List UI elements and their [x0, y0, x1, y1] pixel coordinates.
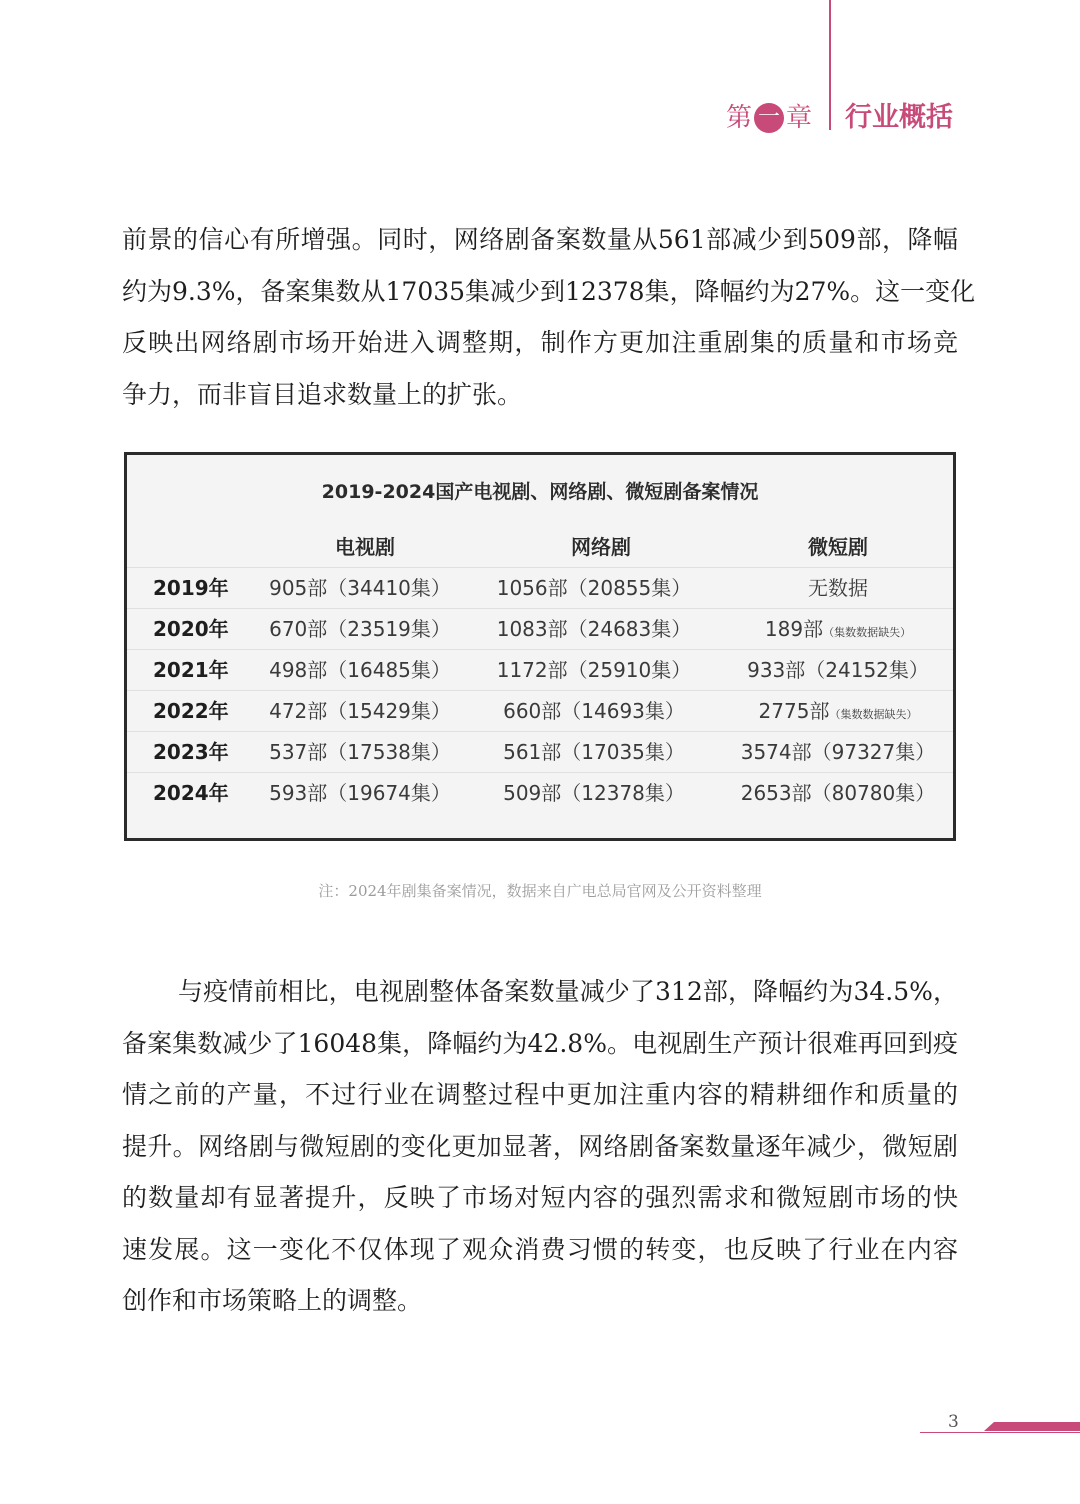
- paragraph-line: 争力，而非盲目追求数量上的扩张。: [122, 379, 523, 409]
- row-micro: [808, 568, 868, 612]
- paragraph-line: 备案集数减少了16048集，降幅约为42.8%。电视剧生产预计很难再回到疫: [122, 1028, 958, 1058]
- header-micro: 微短剧: [808, 535, 868, 559]
- table-row: [127, 608, 953, 649]
- paragraph-1: [122, 214, 976, 420]
- row-micro: [741, 773, 936, 817]
- paragraph-line: 约为9.3%，备案集数从17035集减少到12378集，降幅约为27%。这一变化: [122, 276, 976, 306]
- micro-note: （集数数据缺失）: [823, 626, 912, 639]
- header-web: 网络剧: [571, 535, 631, 559]
- row-year: 2021年: [153, 658, 229, 682]
- row-web: 509部（12378集）: [503, 781, 685, 805]
- table-header-row: [127, 527, 953, 567]
- row-micro: [747, 650, 929, 694]
- footer-line: [920, 1432, 1080, 1433]
- micro-value: 3574部（97327集）: [740, 740, 936, 764]
- row-web: 561部（17035集）: [503, 740, 685, 764]
- page-header: [0, 98, 1080, 138]
- paragraph-line: 前景的信心有所增强。同时，网络剧备案数量从561部减少到509部，降幅: [122, 225, 958, 254]
- row-tv: 670部（23519集）: [269, 617, 451, 641]
- micro-value: 933部（24152集）: [747, 658, 929, 682]
- table-row: [127, 567, 953, 608]
- paragraph-line: 反映出网络剧市场开始进入调整期，制作方更加注重剧集的质量和市场竞: [122, 328, 958, 357]
- section-title: 行业概括: [845, 102, 953, 133]
- row-year: 2024年: [153, 781, 229, 805]
- chapter-number-badge: 一: [754, 103, 784, 133]
- chapter-label: [726, 98, 812, 138]
- chapter-suffix: 章: [786, 103, 813, 133]
- row-micro: [741, 732, 936, 776]
- paragraph-line: 速发展。这一变化不仅体现了观众消费习惯的转变，也反映了行业在内容: [122, 1234, 958, 1264]
- table-note: 注：2024年剧集备案情况，数据来自广电总局官网及公开资料整理: [318, 882, 762, 900]
- row-year: 2023年: [153, 740, 229, 764]
- footer-accent-bar: [984, 1422, 1080, 1431]
- row-tv: 593部（19674集）: [269, 781, 451, 805]
- table-title: 2019-2024国产电视剧、网络剧、微短剧备案情况: [321, 481, 759, 503]
- micro-note: （集数数据缺失）: [829, 708, 918, 721]
- table-row: [127, 772, 953, 813]
- table-row: [127, 649, 953, 690]
- row-micro: [759, 691, 918, 735]
- row-web: 660部（14693集）: [503, 699, 685, 723]
- paragraph-2: [122, 966, 958, 1327]
- row-year: 2019年: [153, 576, 229, 600]
- row-tv: 472部（15429集）: [269, 699, 451, 723]
- micro-value: 2775部: [758, 699, 830, 723]
- row-year: 2022年: [153, 699, 229, 723]
- micro-value: 2653部（80780集）: [740, 781, 936, 805]
- paragraph-line: 的数量却有显著提升，反映了市场对短内容的强烈需求和微短剧市场的快: [122, 1183, 958, 1212]
- table-row: [127, 690, 953, 731]
- paragraph-line: 提升。网络剧与微短剧的变化更加显著，网络剧备案数量逐年减少，微短剧: [122, 1131, 958, 1161]
- row-web: 1083部（24683集）: [496, 617, 692, 641]
- header-tv: 电视剧: [335, 535, 395, 559]
- page-number: 3: [948, 1412, 959, 1432]
- paragraph-line: 与疫情前相比，电视剧整体备案数量减少了312部，降幅约为34.5%，: [178, 977, 958, 1006]
- paragraph-line: 情之前的产量，不过行业在调整过程中更加注重内容的精耕细作和质量的: [122, 1080, 958, 1109]
- chapter-prefix: 第: [726, 103, 753, 133]
- row-tv: 905部（34410集）: [269, 576, 451, 600]
- table-row: [127, 731, 953, 772]
- row-year: 2020年: [153, 617, 229, 641]
- filing-table: [124, 452, 956, 841]
- paragraph-line: 创作和市场策略上的调整。: [122, 1286, 423, 1315]
- row-tv: 498部（16485集）: [269, 658, 451, 682]
- row-web: 1172部（25910集）: [496, 658, 692, 682]
- micro-value: 无数据: [808, 576, 868, 600]
- row-web: 1056部（20855集）: [496, 576, 692, 600]
- micro-value: 189部: [764, 617, 824, 641]
- row-tv: 537部（17538集）: [269, 740, 451, 764]
- row-micro: [765, 609, 911, 653]
